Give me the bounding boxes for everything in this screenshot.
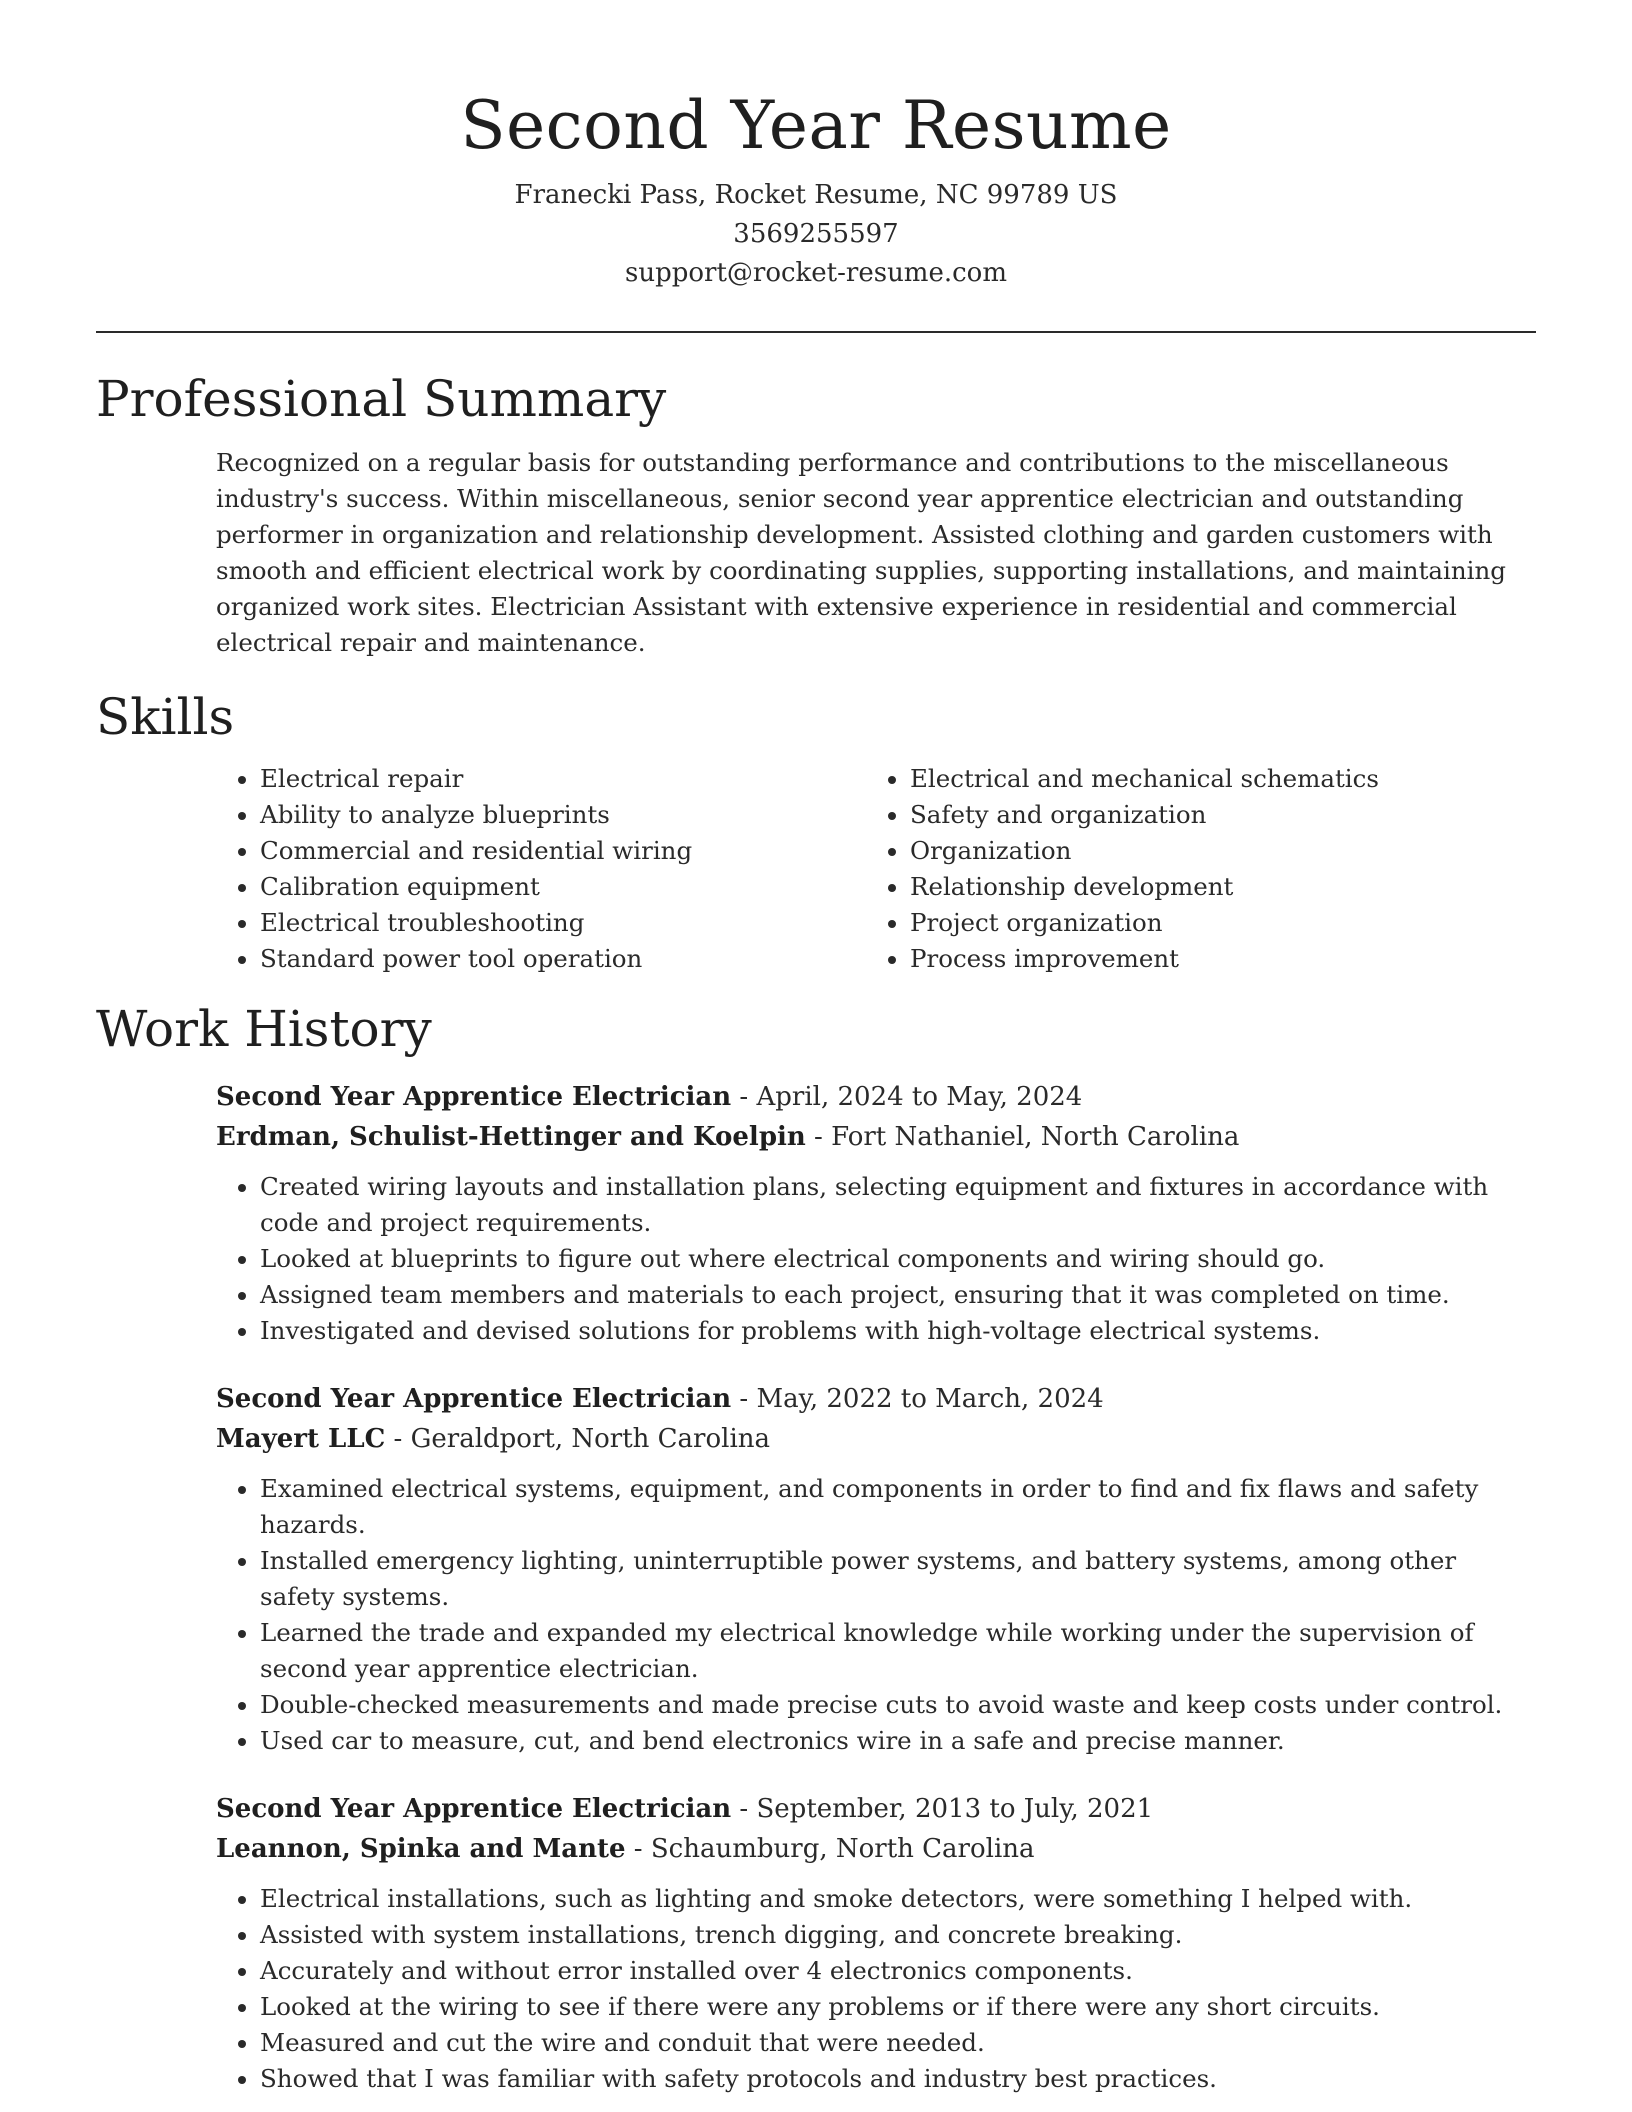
summary-text: Recognized on a regular basis for outstanding performance and contributions to the miscellaneous industry's success. Within miscellaneous, senior second year apprentice electrician and outstanding performer in organization and relationship development. Assisted clothing and garden customers with smooth and efficient electrical work by coordinating supplies, supporting installations, and maintaining organized work sites. Electrician Assistant with extensive experience in residential and commercial electrical repair and maintenance. — [216, 448, 1506, 657]
job-dates: - April, 2024 to May, 2024 — [731, 1082, 1083, 1112]
job-company-line — [216, 1419, 1536, 1459]
skill-item: • Organization — [910, 833, 1516, 869]
job-company: Leannon, Spinka and Mante — [216, 1834, 626, 1864]
job-title: Second Year Apprentice Electrician — [216, 1082, 732, 1112]
contact-address: Franecki Pass, Rocket Resume, NC 99789 US — [514, 180, 1118, 210]
duty-item: • Investigated and devised solutions for problems with high-voltage electrical systems. — [260, 1313, 1536, 1349]
duty-item: • Showed that I was familiar with safety protocols and industry best practices. — [260, 2061, 1536, 2097]
skill-item: • Relationship development — [910, 869, 1516, 905]
skill-item: • Electrical repair — [260, 761, 866, 797]
job-title: Second Year Apprentice Electrician — [216, 1794, 732, 1824]
skill-item: • Process improvement — [910, 941, 1516, 977]
resume-title: Second Year Resume — [460, 87, 1172, 164]
skills-section — [96, 687, 1536, 977]
job-entry — [216, 1077, 1536, 1349]
duty-item: • Examined electrical systems, equipment, and components in order to find and fix flaws and safety hazards. — [260, 1471, 1536, 1543]
job-title-line — [216, 1379, 1536, 1419]
duty-item: • Looked at the wiring to see if there were any problems or if there were any short circuits. — [260, 1989, 1536, 2025]
job-company-line — [216, 1829, 1536, 1869]
job-dates: - May, 2022 to March, 2024 — [731, 1384, 1104, 1414]
skill-item: • Project organization — [910, 905, 1516, 941]
skill-item: • Electrical and mechanical schematics — [910, 761, 1516, 797]
duty-item: • Learned the trade and expanded my electrical knowledge while working under the supervision of second year apprentice electrician. — [260, 1615, 1536, 1687]
duty-item: • Assigned team members and materials to each project, ensuring that it was completed on time. — [260, 1277, 1536, 1313]
job-entry — [216, 1379, 1536, 1759]
job-title: Second Year Apprentice Electrician — [216, 1384, 732, 1414]
job-company: Mayert LLC — [216, 1424, 386, 1454]
summary-heading: Professional Summary — [96, 370, 667, 428]
job-company: Erdman, Schulist-Hettinger and Koelpin — [216, 1122, 806, 1152]
duty-item: • Measured and cut the wire and conduit that were needed. — [260, 2025, 1536, 2061]
resume-header — [96, 0, 1536, 293]
header-divider — [96, 331, 1536, 333]
job-location: - Fort Nathaniel, North Carolina — [805, 1122, 1240, 1152]
job-duties — [216, 1881, 1536, 2097]
skill-item: • Safety and organization — [910, 797, 1516, 833]
job-dates: - September, 2013 to July, 2021 — [731, 1794, 1154, 1824]
work-history-section — [96, 999, 1536, 2097]
duty-item: • Installed emergency lighting, uninterruptible power systems, and battery systems, among other safety systems. — [260, 1543, 1536, 1615]
job-company-line — [216, 1117, 1536, 1157]
job-duties — [216, 1471, 1536, 1759]
skill-item: • Ability to analyze blueprints — [260, 797, 866, 833]
resume-page — [96, 0, 1536, 2097]
skills-grid — [216, 761, 1536, 977]
skill-item: • Standard power tool operation — [260, 941, 866, 977]
job-title-line — [216, 1077, 1536, 1117]
duty-item: • Created wiring layouts and installation plans, selecting equipment and fixtures in accordance with code and project requirements. — [260, 1169, 1536, 1241]
duty-item: • Assisted with system installations, trench digging, and concrete breaking. — [260, 1917, 1536, 1953]
contact-block — [96, 176, 1536, 293]
duty-item: • Looked at blueprints to figure out where electrical components and wiring should go. — [260, 1241, 1536, 1277]
skill-item: • Commercial and residential wiring — [260, 833, 866, 869]
skills-column-left — [216, 761, 866, 977]
job-duties — [216, 1169, 1536, 1349]
duty-item: • Electrical installations, such as lighting and smoke detectors, were something I helped with. — [260, 1881, 1536, 1917]
job-location: - Geraldport, North Carolina — [385, 1424, 771, 1454]
skills-column-right — [866, 761, 1516, 977]
work-history-heading: Work History — [96, 1000, 432, 1058]
contact-email: support@rocket-resume.com — [624, 258, 1007, 288]
contact-phone: 3569255597 — [733, 219, 899, 249]
duty-item: • Used car to measure, cut, and bend electronics wire in a safe and precise manner. — [260, 1723, 1536, 1759]
summary-section — [96, 369, 1536, 661]
duty-item: • Double-checked measurements and made precise cuts to avoid waste and keep costs under control. — [260, 1687, 1536, 1723]
job-title-line — [216, 1789, 1536, 1829]
job-location: - Schaumburg, North Carolina — [625, 1834, 1035, 1864]
duty-item: • Accurately and without error installed over 4 electronics components. — [260, 1953, 1536, 1989]
skill-item: • Electrical troubleshooting — [260, 905, 866, 941]
job-entry — [216, 1789, 1536, 2097]
skills-heading: Skills — [96, 688, 235, 746]
skill-item: • Calibration equipment — [260, 869, 866, 905]
